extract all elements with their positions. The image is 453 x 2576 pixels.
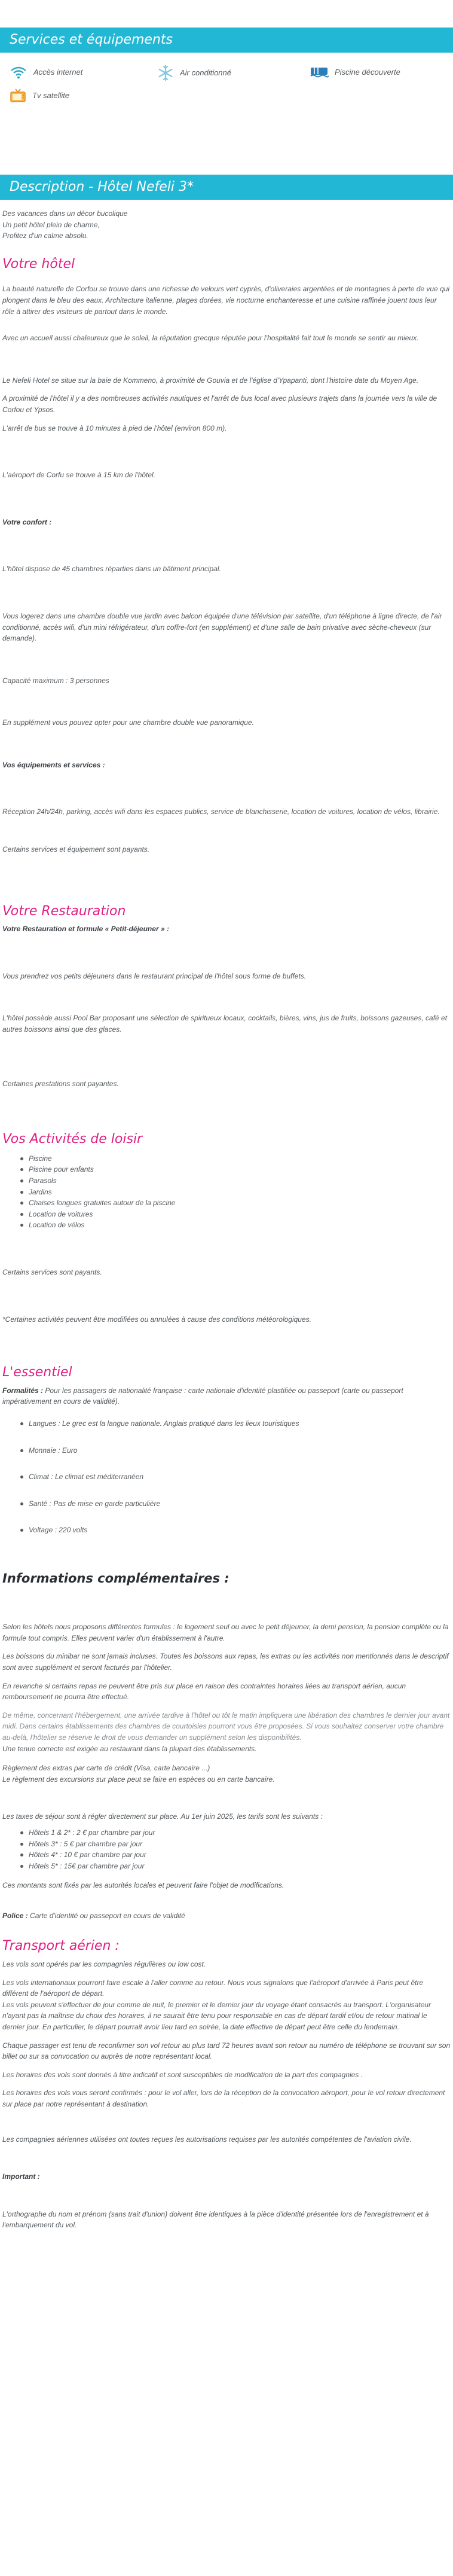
list-item: Location de voitures [29,1209,451,1220]
essentiel-list [2,1418,451,1536]
amenity-label: Tv satellite [32,90,70,100]
formalites-paragraph [2,1385,451,1407]
hotel-paragraph: Capacité maximum : 3 personnes [2,676,109,685]
hotel-paragraph: Certains services et équipement sont payants. [2,845,150,854]
hotel-paragraph: L'aéroport de Corfu se trouve à 15 km de l'hôtel. [2,471,156,480]
loisirs-paragraph: Certains services sont payants. [2,1267,102,1276]
infos-paragraph: Le règlement des excursions sur place peut se faire en espèces ou en carte bancaire. [2,1775,275,1784]
infos-paragraph: Règlement des extras par carte de crédit (Visa, carte bancaire ...) [2,1764,210,1773]
restauration-heading: Votre Restauration [2,903,126,919]
restauration-paragraph: Vous prendrez vos petits déjeuners dans le restaurant principal de l'hôtel sous forme de buffets. [2,971,307,980]
list-item: Piscine pour enfants [29,1164,451,1175]
hotel-paragraph: En supplément vous pouvez opter pour une chambre double vue panoramique. [2,718,254,727]
infos-paragraph: Les taxes de séjour sont à régler directement sur place. Au 1er juin 2025, les tarifs sont les suivants : [2,1812,323,1821]
amenity-aircon [157,65,231,81]
pool-icon [310,66,329,79]
police-paragraph [2,1910,451,1922]
list-item: Climat : Le climat est méditerranéen [29,1471,451,1483]
hotel-paragraph: Le Nefeli Hotel se situe sur la baie de Kommeno, à proximité de Gouvia et de l'église d'Ypapanti, dont l'histoire date du Moyen Age. [2,376,419,385]
amenity-pool [310,66,400,79]
restauration-paragraph: Certaines prestations sont payantes. [2,1079,119,1088]
description-content [0,200,453,2231]
hotel-paragraph: Réception 24h/24h, parking, accès wifi dans les espaces publics, service de blanchisserie, location de voitures, location de vélos, librairie. [2,807,440,816]
transport-paragraph: Chaque passager est tenu de reconfirmer son vol retour au plus tard 72 heures avant son retour au numéro de téléphone se trouvant sur son billet ou sur sa convocation ou auprès de notre représentant local. [2,2041,451,2061]
infos-paragraph: Selon les hôtels nous proposons différentes formules : le logement seul ou avec le petit déjeuner, la demi pension, la pension complète ou la formule tout compris. Elles peuvent varier d'un établissement à l'autre. [2,1623,449,1642]
list-item: Hôtels 4* : 10 € par chambre par jour [29,1849,451,1861]
hotel-paragraph: Avec un accueil aussi chaleureux que le soleil, la réputation grecque réputée pour l'hospitalité fait tout le monde se sentir au mieux. [2,334,419,343]
list-item: Monnaie : Euro [29,1445,451,1456]
equipment-heading: Vos équipements et services : [2,760,105,769]
list-item: Parasols [29,1175,451,1187]
list-item: Location de vélos [29,1220,451,1231]
infos-paragraph: Ces montants sont fixés par les autorités locales et peuvent faire l'objet de modifications. [2,1881,284,1890]
transport-paragraph: Les compagnies aériennes utilisées ont toutes reçues les autorisations requises par les autorités compétentes de l'aviation civile. [2,2135,412,2144]
list-item: Hôtels 5* : 15€ par chambre par jour [29,1861,451,1872]
hotel-paragraph: L'arrêt de bus se trouve à 10 minutes à pied de l'hôtel (environ 800 m). [2,423,227,432]
infos-paragraph: Une tenue correcte est exigée au restaurant dans la plupart des établissements. [2,1744,257,1753]
list-item: Piscine [29,1153,451,1164]
list-item: Langues : Le grec est la langue nationale. Anglais pratiqué dans les lieux touristiques [29,1418,451,1429]
hotel-paragraph: A proximité de l'hôtel il y a des nombreuses activités nautiques et l'arrêt de bus local avec plusieurs trajets dans la journée vers la ville de Corfou et Ypsos. [2,394,437,414]
amenity-label: Air conditionné [180,68,231,77]
important-heading: Important : [2,2172,40,2181]
police-text: Carte d'identité ou passeport en cours de validité [27,1911,185,1920]
comfort-heading: Votre confort : [2,517,52,526]
transport-paragraph: Les horaires des vols sont donnés à titre indicatif et sont susceptibles de modification de la part des compagnies . [2,2070,363,2079]
transport-paragraph: L'orthographe du nom et prénom (sans trait d'union) doivent être identiques à la pièce d'identité présentée lors de l'enregistrement et à l'embarquement du vol. [2,2209,429,2230]
loisirs-heading: Vos Activités de loisir [2,1132,143,1147]
police-label: Police : [2,1911,28,1920]
hotel-paragraph: Vous logerez dans une chambre double vue jardin avec balcon équipée d'une télévision par satellite, d'un téléphone à ligne directe, de l'air conditionné, accès wifi, d'un mini réfrigérateur, d'un coffre-fort (en supplément) et d'une salle de bain privative avec sèche-cheveux (sur demande). [2,611,442,643]
intro-line: Des vacances dans un décor bucolique [2,209,128,218]
infos-paragraph: De même, concernant l'hébergement, une arrivée tardive à l'hôtel ou tôt le matin impliquera une libération des chambres le dernier jour avant midi. Dans certains établissements des chambres de courtoisies pourront vous être proposées. Si vous souhaitez conserver votre chambre au-delà, l'hôtelier se réserve le droit de vous demander un supplément selon les disponibilités. [2,1711,450,1742]
essentiel-heading: L'essentiel [2,1365,72,1380]
services-section-title: Services et équipements [0,28,453,53]
tv-icon [10,89,26,103]
hotel-paragraph: La beauté naturelle de Corfou se trouve dans une richesse de velours vert cyprès, d'oliveraies argentées et de montagnes à perte de vue qui plongent dans le bleu des eaux. Architecture italienne, plages dorées, vie nocturne enchanteresse et une cuisine raffinée jouent tous leur rôle à attirer des visiteurs de partout dans le monde. [2,285,450,316]
page [0,28,453,2576]
infos-paragraph: En revanche si certains repas ne peuvent être pris sur place en raison des contraintes horaires liées au transport aérien, aucun remboursement ne pourra être effectué. [2,1681,406,1702]
transport-paragraph: Les vols sont opérés par les compagnies régulières ou low cost. [2,1960,206,1969]
loisirs-list [2,1153,451,1231]
restauration-paragraph: L'hôtel possède aussi Pool Bar proposant une sélection de spiritueux locaux, cocktails, bières, vins, jus de fruits, boissons gazeuses, café et autres boissons ainsi que des glaces. [2,1014,448,1034]
infos-paragraph: Les boissons du minibar ne sont jamais incluses. Toutes les boissons aux repas, les extras ou les activités non mentionnés dans le descriptif sont avec supplément et seront facturés par l'hôtelier. [2,1652,449,1672]
amenity-label: Piscine découverte [335,67,400,77]
amenity-label: Accès internet [33,67,83,77]
formalites-label: Formalités : [2,1386,44,1395]
list-item: Chaises longues gratuites autour de la piscine [29,1197,451,1209]
snowflake-icon [157,65,174,81]
taxes-list [2,1827,451,1871]
list-item: Santé : Pas de mise en garde particulière [29,1498,451,1510]
list-item: Voltage : 220 volts [29,1525,451,1536]
hotel-paragraph: L'hôtel dispose de 45 chambres réparties dans un bâtiment principal. [2,565,221,574]
hotel-heading: Votre hôtel [2,256,75,272]
formalites-text: Pour les passagers de nationalité française : carte nationale d'identité plastifiée ou passeport (carte ou passeport impérativement en cours de validité). [2,1386,403,1406]
transport-heading: Transport aérien : [2,1938,120,1954]
list-item: Jardins [29,1187,451,1198]
list-item: Hôtels 3* : 5 € par chambre par jour [29,1839,451,1850]
transport-paragraph: Les vols internationaux pourront faire escale à l'aller comme au retour. Nous vous signalons que l'aéroport d'arrivée à Paris peut être différent de l'aéroport de départ. [2,1978,424,1998]
infos-heading: Informations complémentaires : [2,1571,229,1586]
intro-line: Un petit hôtel plein de charme, [2,220,100,229]
transport-paragraph: Les horaires des vols vous seront confirmés : pour le vol aller, lors de la réception de la convocation aéroport, pour le vol retour directement sur place par notre représentant à destination. [2,2089,445,2109]
restauration-subtitle: Votre Restauration et formule « Petit-déjeuner » : [2,925,169,934]
amenity-tv [10,89,69,103]
intro-line: Profitez d'un calme absolu. [2,231,88,240]
services-list [0,53,453,117]
wifi-icon [10,66,27,79]
list-item: Hôtels 1 & 2* : 2 € par chambre par jour [29,1827,451,1839]
description-section-title: Description - Hôtel Nefeli 3* [0,175,453,200]
transport-paragraph: Les vols peuvent s'effectuer de jour comme de nuit, le premier et le dernier jour du voyage étant consacrés au transport. L'organisateur n'ayant pas la maîtrise du choix des horaires, il ne saurait être tenu pour responsable en cas de départ tardif et/ou de retour matinal le dernier jour. En particulier, le départ pourrait avoir lieu tard en soirée, la date effective de départ peut être celle du lendemain. [2,2000,431,2032]
loisirs-note: *Certaines activités peuvent être modifiées ou annulées à cause des conditions météorologiques. [2,1315,311,1324]
amenity-wifi [10,66,82,79]
